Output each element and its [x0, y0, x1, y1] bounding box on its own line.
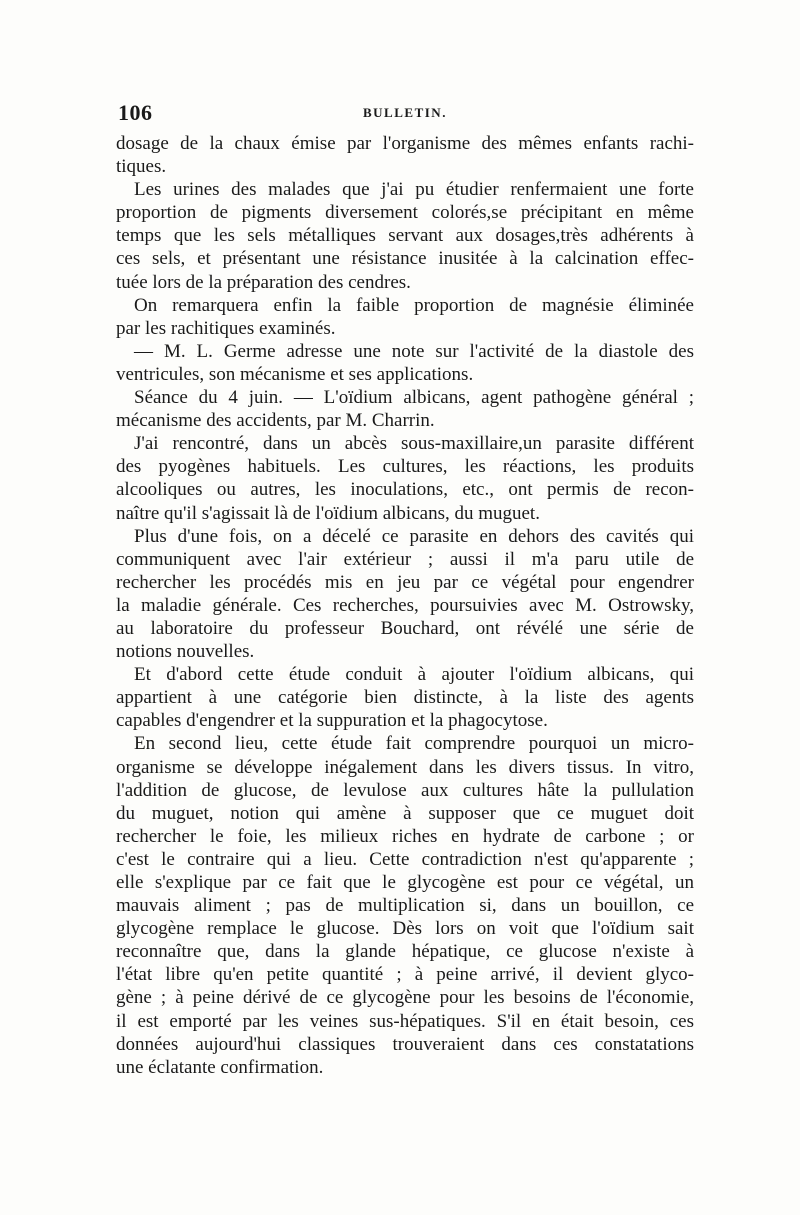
text-line: glycogène remplace le glucose. Dès lors on voit que l'oïdium sait [116, 918, 694, 940]
text-line: mauvais aliment ; pas de multiplication si, dans un bouillon, ce [116, 895, 694, 917]
running-head: BULLETIN. [363, 105, 447, 120]
text-line: reconnaître que, dans la glande hépatique, ce glucose n'existe à [116, 941, 694, 963]
text-line: une éclatante confirmation. [116, 1056, 324, 1078]
text-line: proportion de pigments diversement colorés,se précipitant en même [116, 202, 694, 224]
text-line: c'est le contraire qui a lieu. Cette contradiction n'est qu'apparente ; [116, 848, 694, 870]
text-line: ces sels, et présentant une résistance inusitée à la calcination effec- [116, 248, 694, 270]
page-header [118, 100, 698, 130]
text-line: ventricules, son mécanisme et ses applications. [116, 363, 474, 385]
text-line: capables d'engendrer et la suppuration et la phagocytose. [116, 710, 548, 732]
text-line: il est emporté par les veines sus-hépatiques. S'il en était besoin, ces [116, 1010, 694, 1032]
text-line: — M. L. Germe adresse une note sur l'activité de la diastole des [134, 340, 694, 362]
text-line: données aujourd'hui classiques trouveraient dans ces constatations [116, 1033, 694, 1055]
text-line: du muguet, notion qui amène à supposer que ce muguet doit [116, 802, 694, 824]
text-line: alcooliques ou autres, les inoculations, etc., ont permis de recon- [116, 479, 694, 501]
text-line: par les rachitiques examinés. [116, 317, 336, 339]
text-line: On remarquera enfin la faible proportion de magnésie éliminée [134, 294, 694, 316]
text-line: l'état libre qu'en petite quantité ; à peine arrivé, il devient glyco- [116, 964, 694, 986]
text-line: elle s'explique par ce fait que le glycogène est pour ce végétal, un [116, 872, 694, 893]
text-line: J'ai rencontré, dans un abcès sous-maxillaire,un parasite différent [134, 433, 694, 455]
text-line: naître qu'il s'agissait là de l'oïdium albicans, du muguet. [116, 502, 540, 524]
text-line: Plus d'une fois, on a décelé ce parasite en dehors des cavités qui [134, 525, 694, 547]
text-line: la maladie générale. Ces recherches, poursuivies avec M. Ostrowsky, [116, 594, 694, 616]
text-line: rechercher le foie, les milieux riches en hydrate de carbone ; or [116, 825, 694, 847]
page-number: 106 [118, 100, 153, 125]
text-line: temps que les sels métalliques servant aux dosages,très adhérents à [116, 225, 694, 247]
text-line: au laboratoire du professeur Bouchard, ont révélé une série de [116, 617, 694, 639]
text-line: gène ; à peine dérivé de ce glycogène pour les besoins de l'économie, [116, 987, 694, 1009]
text-line: tuée lors de la préparation des cendres. [116, 271, 411, 293]
text-line: organisme se développe inégalement dans les divers tissus. In vitro, [116, 756, 694, 778]
text-line: Les urines des malades que j'ai pu étudier renfermaient une forte [134, 179, 694, 201]
text-line: notions nouvelles. [116, 641, 255, 663]
text-line: mécanisme des accidents, par M. Charrin. [116, 410, 435, 432]
text-line: dosage de la chaux émise par l'organisme des mêmes enfants rachi- [116, 133, 694, 154]
text-line: En second lieu, cette étude fait comprendre pourquoi un micro- [134, 733, 694, 755]
body-text [116, 132, 694, 1079]
text-line: communiquent avec l'air extérieur ; aussi il m'a paru utile de [116, 548, 694, 570]
text-line: rechercher les procédés mis en jeu par ce végétal pour engendrer [116, 571, 694, 593]
text-line: l'addition de glucose, de levulose aux cultures hâte la pullulation [116, 779, 694, 801]
text-line: tiques. [116, 156, 167, 178]
text-line: appartient à une catégorie bien distincte, à la liste des agents [116, 687, 694, 709]
text-line: des pyogènes habituels. Les cultures, les réactions, les produits [116, 456, 694, 478]
text-line: Et d'abord cette étude conduit à ajouter l'oïdium albicans, qui [134, 664, 694, 686]
text-line: Séance du 4 juin. — L'oïdium albicans, agent pathogène général ; [134, 387, 694, 409]
